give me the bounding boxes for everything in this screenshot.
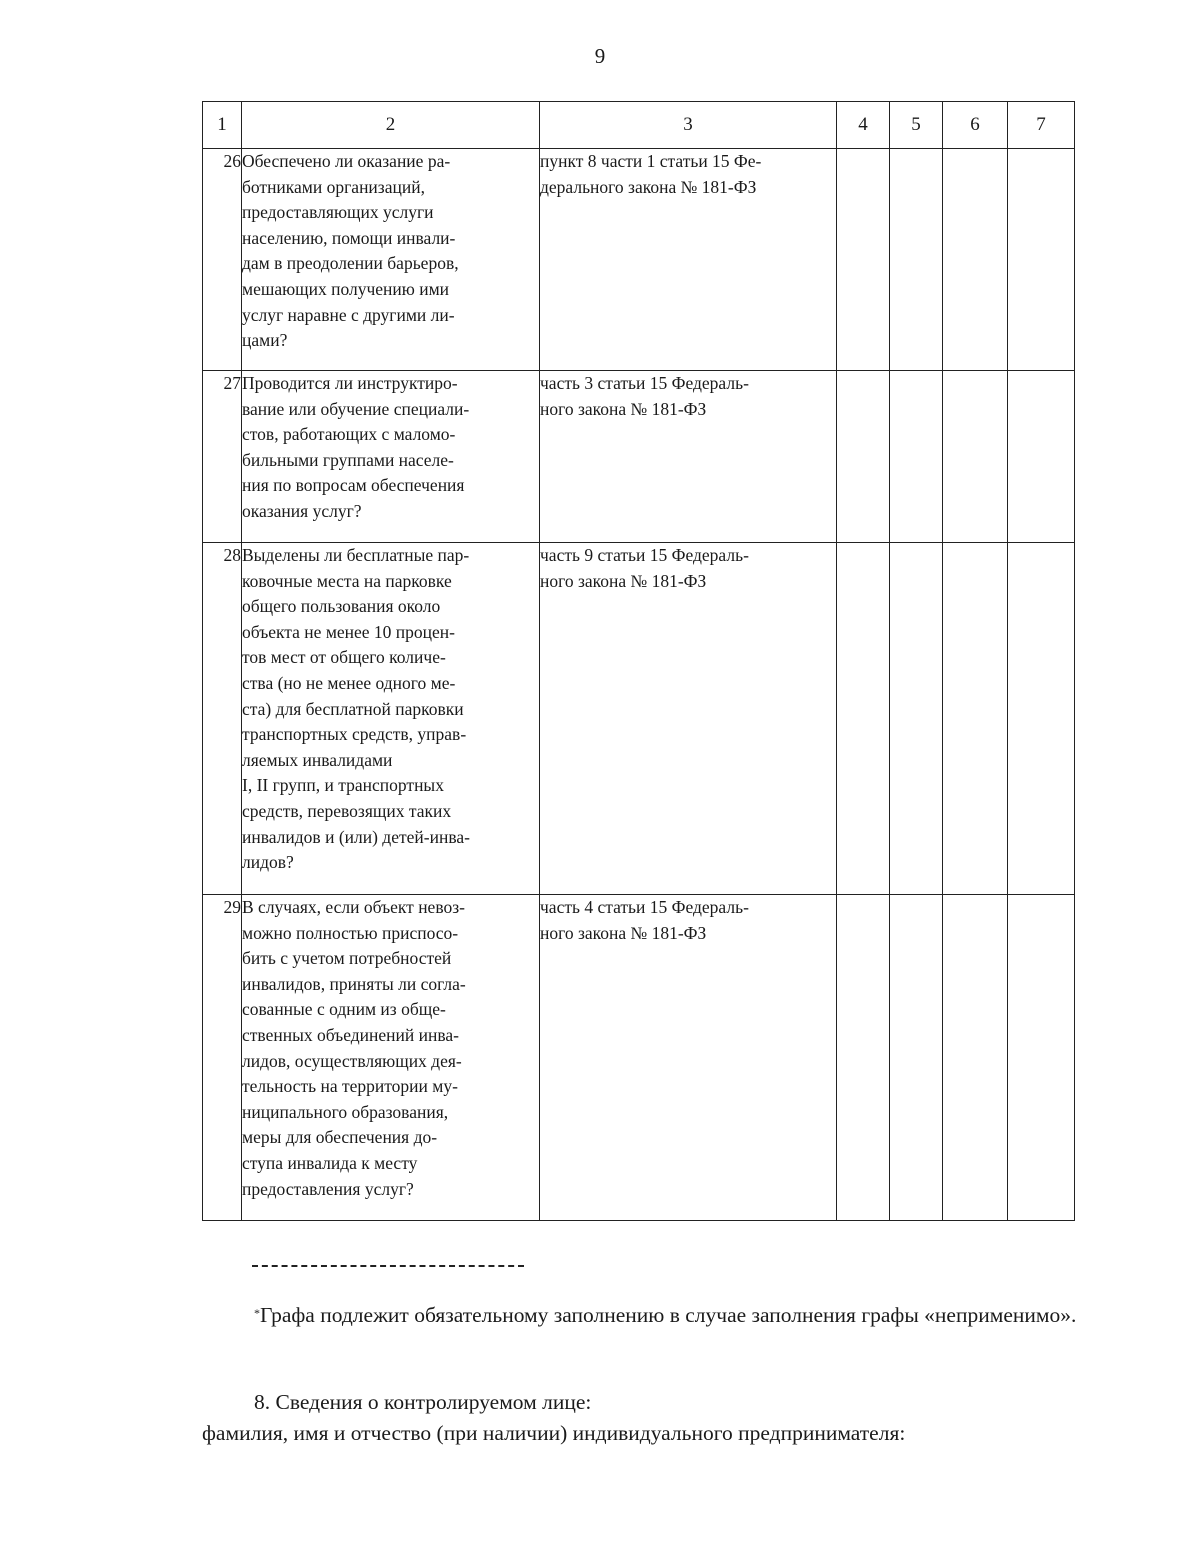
question-line: бильными группами населе- [242,449,454,470]
question-line: услуг наравне с другими ли- [242,304,455,325]
question-line: вание или обучение специали- [242,398,470,419]
column-header: 7 [1008,102,1075,149]
question-line: мешающих получению ими [242,278,450,299]
question-line: объекта не менее 10 процен- [242,621,455,642]
question-line: дам в преодолении барьеров, [242,253,459,274]
not-applicable-cell [943,895,1008,1221]
question-line: I, II групп, и транспортных [242,775,444,796]
answer-yes-cell [837,543,890,895]
question-line: тов мест от общего количе- [242,647,446,668]
legal-basis-line: ного закона № 181-ФЗ [540,398,707,419]
checklist-table [202,101,1075,1221]
question-line: меры для обеспечения до- [242,1127,438,1148]
answer-no-cell [890,149,943,371]
row-number: 26 [203,149,242,371]
table-row [203,543,1075,895]
comment-cell [1008,543,1075,895]
question-cell [242,371,540,543]
not-applicable-cell [943,371,1008,543]
question-line: стов, работающих с маломо- [242,424,456,445]
section-title: 8. Сведения о контролируемом лице: [254,1390,592,1414]
column-header: 1 [203,102,242,149]
footnote-marker: * [254,1306,260,1320]
question-cell [242,543,540,895]
page-number: 9 [594,44,606,68]
question-cell [242,895,540,1221]
column-header: 5 [890,102,943,149]
legal-basis-cell [540,895,837,1221]
legal-basis-line: дерального закона № 181-ФЗ [540,176,757,197]
legal-basis-cell [540,149,837,371]
legal-basis-line: часть 9 статьи 15 Федераль- [540,545,749,565]
table-row [203,371,1075,543]
legal-basis-line: часть 4 статьи 15 Федераль- [540,897,749,917]
answer-yes-cell [837,371,890,543]
footnote [202,1300,1086,1330]
question-line: ниципального образования, [242,1101,449,1122]
question-line: ства (но не менее одного ме- [242,672,456,693]
question-cell [242,149,540,371]
question-line: инвалидов, приняты ли согла- [242,973,466,994]
question-line: предоставления услуг? [242,1178,414,1199]
question-line: ственных объединений инва- [242,1024,459,1045]
question-line: предоставляющих услуги [242,202,434,223]
table-header-row [203,102,1075,149]
question-line: транспортных средств, управ- [242,724,467,745]
not-applicable-cell [943,149,1008,371]
answer-yes-cell [837,149,890,371]
footnote-text: Графа подлежит обязательному заполнению в случае заполнения графы «неприменимо». [260,1303,1077,1327]
legal-basis-line: ного закона № 181-ФЗ [540,922,707,943]
question-line: ступа инвалида к месту [242,1152,418,1173]
comment-cell [1008,149,1075,371]
legal-basis-cell [540,371,837,543]
legal-basis-line: пункт 8 части 1 статьи 15 Фе- [540,151,762,171]
question-line: ботниками организаций, [242,176,425,197]
column-header: 6 [943,102,1008,149]
question-line: бить с учетом потребностей [242,948,452,969]
legal-basis-line: часть 3 статьи 15 Федераль- [540,373,749,393]
question-line: оказания услуг? [242,500,362,521]
question-line: цами? [242,330,288,351]
table-row [203,895,1075,1221]
question-line: средств, перевозящих таких [242,800,452,821]
not-applicable-cell [943,543,1008,895]
section-field-label: фамилия, имя и отчество (при наличии) индивидуального предпринимателя: [202,1421,906,1445]
question-line: Проводится ли инструктиро- [242,373,458,393]
question-line: можно полностью приспосо- [242,922,459,943]
column-header: 3 [540,102,837,149]
question-line: сованные с одним из обще- [242,999,446,1020]
answer-yes-cell [837,895,890,1221]
column-header: 2 [242,102,540,149]
row-number: 27 [203,371,242,543]
question-line: населению, помощи инвали- [242,227,456,248]
question-line: лидов, осуществляющих дея- [242,1050,462,1071]
question-line: Обеспечено ли оказание ра- [242,151,451,171]
row-number: 28 [203,543,242,895]
column-header: 4 [837,102,890,149]
row-number: 29 [203,895,242,1221]
comment-cell [1008,895,1075,1221]
question-line: ляемых инвалидами [242,749,393,770]
question-line: инвалидов и (или) детей-инва- [242,826,470,847]
question-line: ста) для бесплатной парковки [242,698,464,719]
question-line: тельность на территории му- [242,1076,458,1097]
question-line: ковочные места на парковке [242,570,452,591]
footnote-divider [252,1265,524,1267]
answer-no-cell [890,371,943,543]
answer-no-cell [890,895,943,1221]
question-line: ния по вопросам обеспечения [242,475,465,496]
answer-no-cell [890,543,943,895]
question-line: общего пользования около [242,596,441,617]
question-line: Выделены ли бесплатные пар- [242,545,470,565]
legal-basis-cell [540,543,837,895]
question-line: лидов? [242,852,294,873]
table-row [203,149,1075,371]
question-line: В случаях, если объект невоз- [242,897,465,917]
legal-basis-line: ного закона № 181-ФЗ [540,570,707,591]
comment-cell [1008,371,1075,543]
